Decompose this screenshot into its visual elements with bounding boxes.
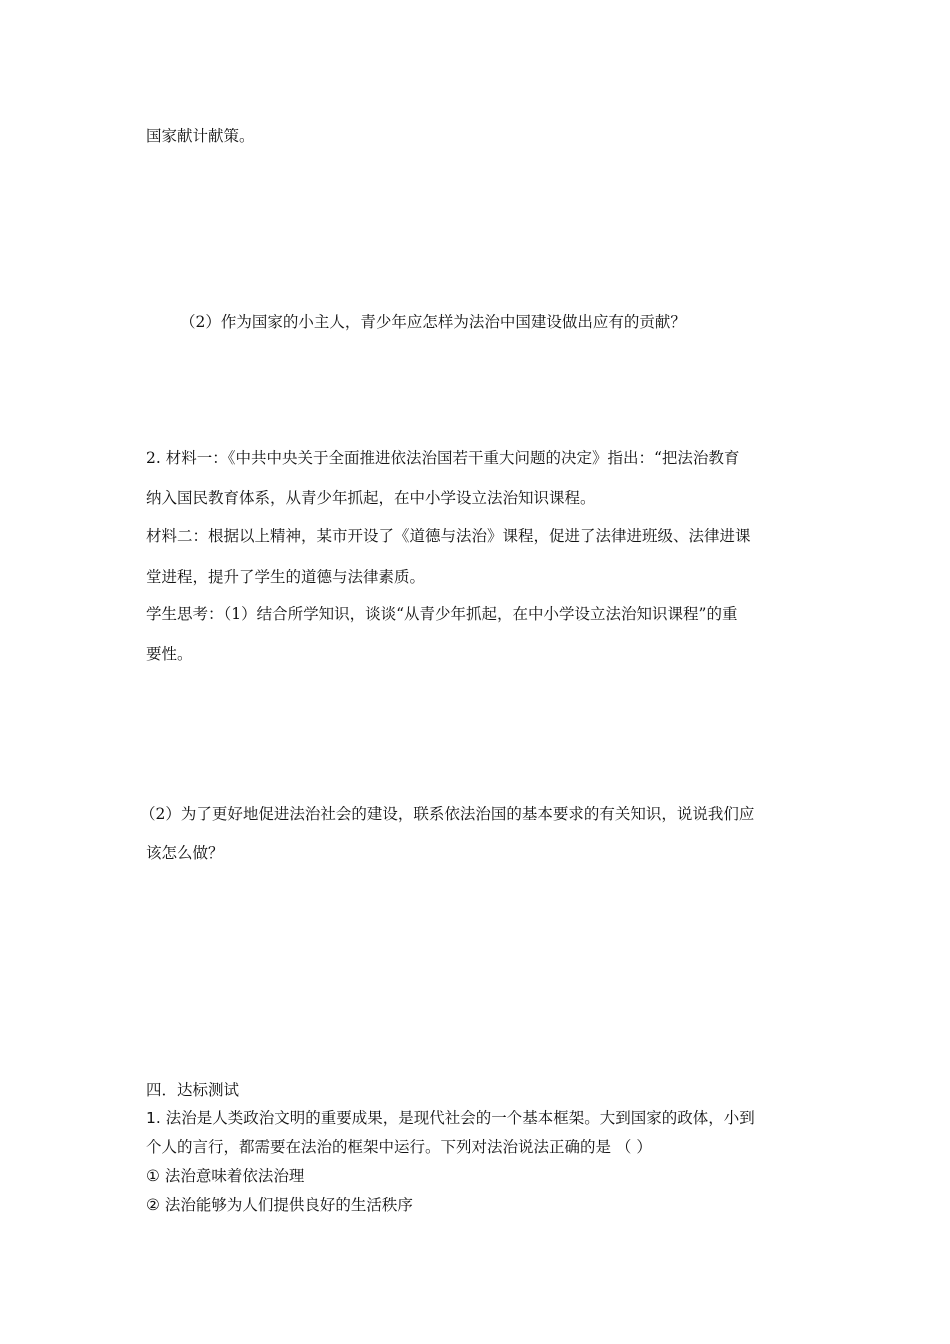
student-thinking: 学生思考：（1）结合所学知识，谈谈“从青少年抓起，在中小学设立法治知识课程”的重: [146, 605, 738, 623]
material-two: 材料二：根据以上精神，某市开设了《道德与法治》课程，促进了法律进班级、法律进课: [146, 527, 751, 545]
text-line: 纳入国民教育体系，从青少年抓起，在中小学设立法治知识课程。: [146, 489, 596, 507]
text-line: 堂进程，提升了学生的道德与法律素质。: [146, 568, 426, 586]
text-line: 国家献计献策。: [146, 127, 255, 145]
test-question-1: 1. 法治是人类政治文明的重要成果，是现代社会的一个基本框架。大到国家的政体，小到: [146, 1109, 755, 1127]
text-line: 该怎么做？: [146, 844, 224, 862]
option-1: ① 法治意味着依法治理: [146, 1167, 305, 1185]
question-2-2: （2）作为国家的小主人，青少年应怎样为法治中国建设做出应有的贡献？: [180, 313, 686, 331]
option-2: ② 法治能够为人们提供良好的生活秩序: [146, 1196, 413, 1214]
text-line: 个人的言行，都需要在法治的框架中运行。下列对法治说法正确的是 （ ）: [146, 1138, 652, 1156]
material-one: 2. 材料一：《中共中央关于全面推进依法治国若干重大问题的决定》指出：“把法治教育: [146, 449, 740, 467]
text-line: 要性。: [146, 645, 193, 663]
question-2-2b: （2）为了更好地促进法治社会的建设，联系依法治国的基本要求的有关知识，说说我们应: [140, 805, 755, 823]
section-heading: 四．达标测试: [146, 1081, 240, 1099]
